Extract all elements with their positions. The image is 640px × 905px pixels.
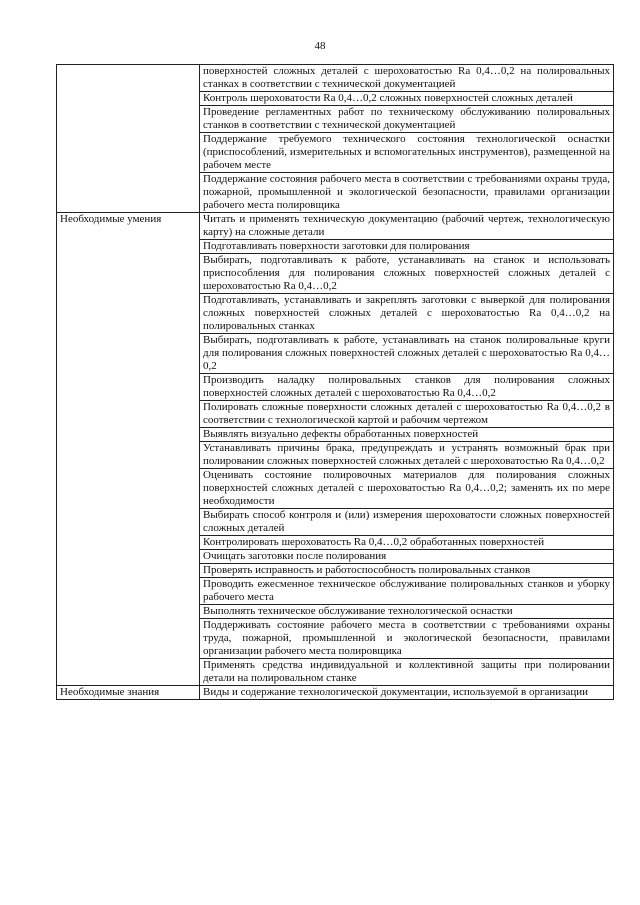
table-row bbox=[57, 213, 614, 240]
table-cell: Поддержание состояния рабочего места в соответствии с требованиями охраны труда, пожарной, промышленной и экологической безопасности, правилами организации рабочего места полировщика bbox=[200, 173, 614, 213]
table-cell: Поддержание требуемого технического состояния технологической оснастки (приспособлений, измерительных и вспомогательных инструментов), размещенной на рабочем месте bbox=[200, 133, 614, 173]
table-cell: Выбирать, подготавливать к работе, устанавливать на станок полировальные круги для полирования сложных поверхностей сложных деталей с шероховатостью Ra 0,4…0,2 bbox=[200, 334, 614, 374]
table-cell: Подготавливать, устанавливать и закреплять заготовки с выверкой для полирования сложных поверхностей сложных деталей с шероховатостью Ra 0,4…0,2 на полировальных станках bbox=[200, 294, 614, 334]
table-cell: Проводить ежесменное техническое обслуживание полировальных станков и уборку рабочего места bbox=[200, 578, 614, 605]
page-number: 48 bbox=[314, 40, 326, 52]
table-cell: Читать и применять техническую документацию (рабочий чертеж, технологическую карту) на сложные детали bbox=[200, 213, 614, 240]
section-label: Необходимые знания bbox=[57, 686, 200, 700]
table-cell: поверхностей сложных деталей с шероховатостью Ra 0,4…0,2 на полировальных станках в соответствии с технической документацией bbox=[200, 65, 614, 92]
table-cell: Полировать сложные поверхности сложных деталей с шероховатостью Ra 0,4…0,2 в соответствии с технологической картой и рабочим чертежом bbox=[200, 401, 614, 428]
table-cell: Выбирать, подготавливать к работе, устанавливать на станок и использовать приспособления для полирования сложных поверхностей сложных деталей с шероховатостью Ra 0,4…0,2 bbox=[200, 254, 614, 294]
table-cell: Оценивать состояние полировочных материалов для полирования сложных поверхностей сложных деталей с шероховатостью Ra 0,4…0,2; заменять их по мере необходимости bbox=[200, 469, 614, 509]
table-cell: Выполнять техническое обслуживание технологической оснастки bbox=[200, 605, 614, 619]
table-cell: Поддерживать состояние рабочего места в соответствии с требованиями охраны труда, пожарной, промышленной и экологической безопасности, правилами организации рабочего места полировщика bbox=[200, 619, 614, 659]
table-row bbox=[57, 65, 614, 92]
table-cell: Виды и содержание технологической документации, используемой в организации bbox=[200, 686, 614, 700]
table-cell: Проверять исправность и работоспособность полировальных станков bbox=[200, 564, 614, 578]
table-cell: Проведение регламентных работ по техническому обслуживанию полировальных станков в соответствии с технической документацией bbox=[200, 106, 614, 133]
table-cell: Применять средства индивидуальной и коллективной защиты при полировании детали на полировальном станке bbox=[200, 659, 614, 686]
section-label: Необходимые умения bbox=[57, 213, 200, 686]
table-cell: Контролировать шероховатость Ra 0,4…0,2 обработанных поверхностей bbox=[200, 536, 614, 550]
table-cell: Очищать заготовки после полирования bbox=[200, 550, 614, 564]
table-cell: Устанавливать причины брака, предупреждать и устранять возможный брак при полировании сложных поверхностей сложных деталей с шероховатостью Ra 0,4…0,2 bbox=[200, 442, 614, 469]
table-cell: Подготавливать поверхности заготовки для полирования bbox=[200, 240, 614, 254]
table-cell: Выявлять визуально дефекты обработанных поверхностей bbox=[200, 428, 614, 442]
competency-table bbox=[56, 64, 614, 700]
table-row bbox=[57, 686, 614, 700]
table-cell: Выбирать способ контроля и (или) измерения шероховатости сложных поверхностей сложных деталей bbox=[200, 509, 614, 536]
table-cell: Производить наладку полировальных станков для полирования сложных поверхностей сложных деталей с шероховатостью Ra 0,4…0,2 bbox=[200, 374, 614, 401]
section-label bbox=[57, 65, 200, 213]
table-cell: Контроль шероховатости Ra 0,4…0,2 сложных поверхностей сложных деталей bbox=[200, 92, 614, 106]
